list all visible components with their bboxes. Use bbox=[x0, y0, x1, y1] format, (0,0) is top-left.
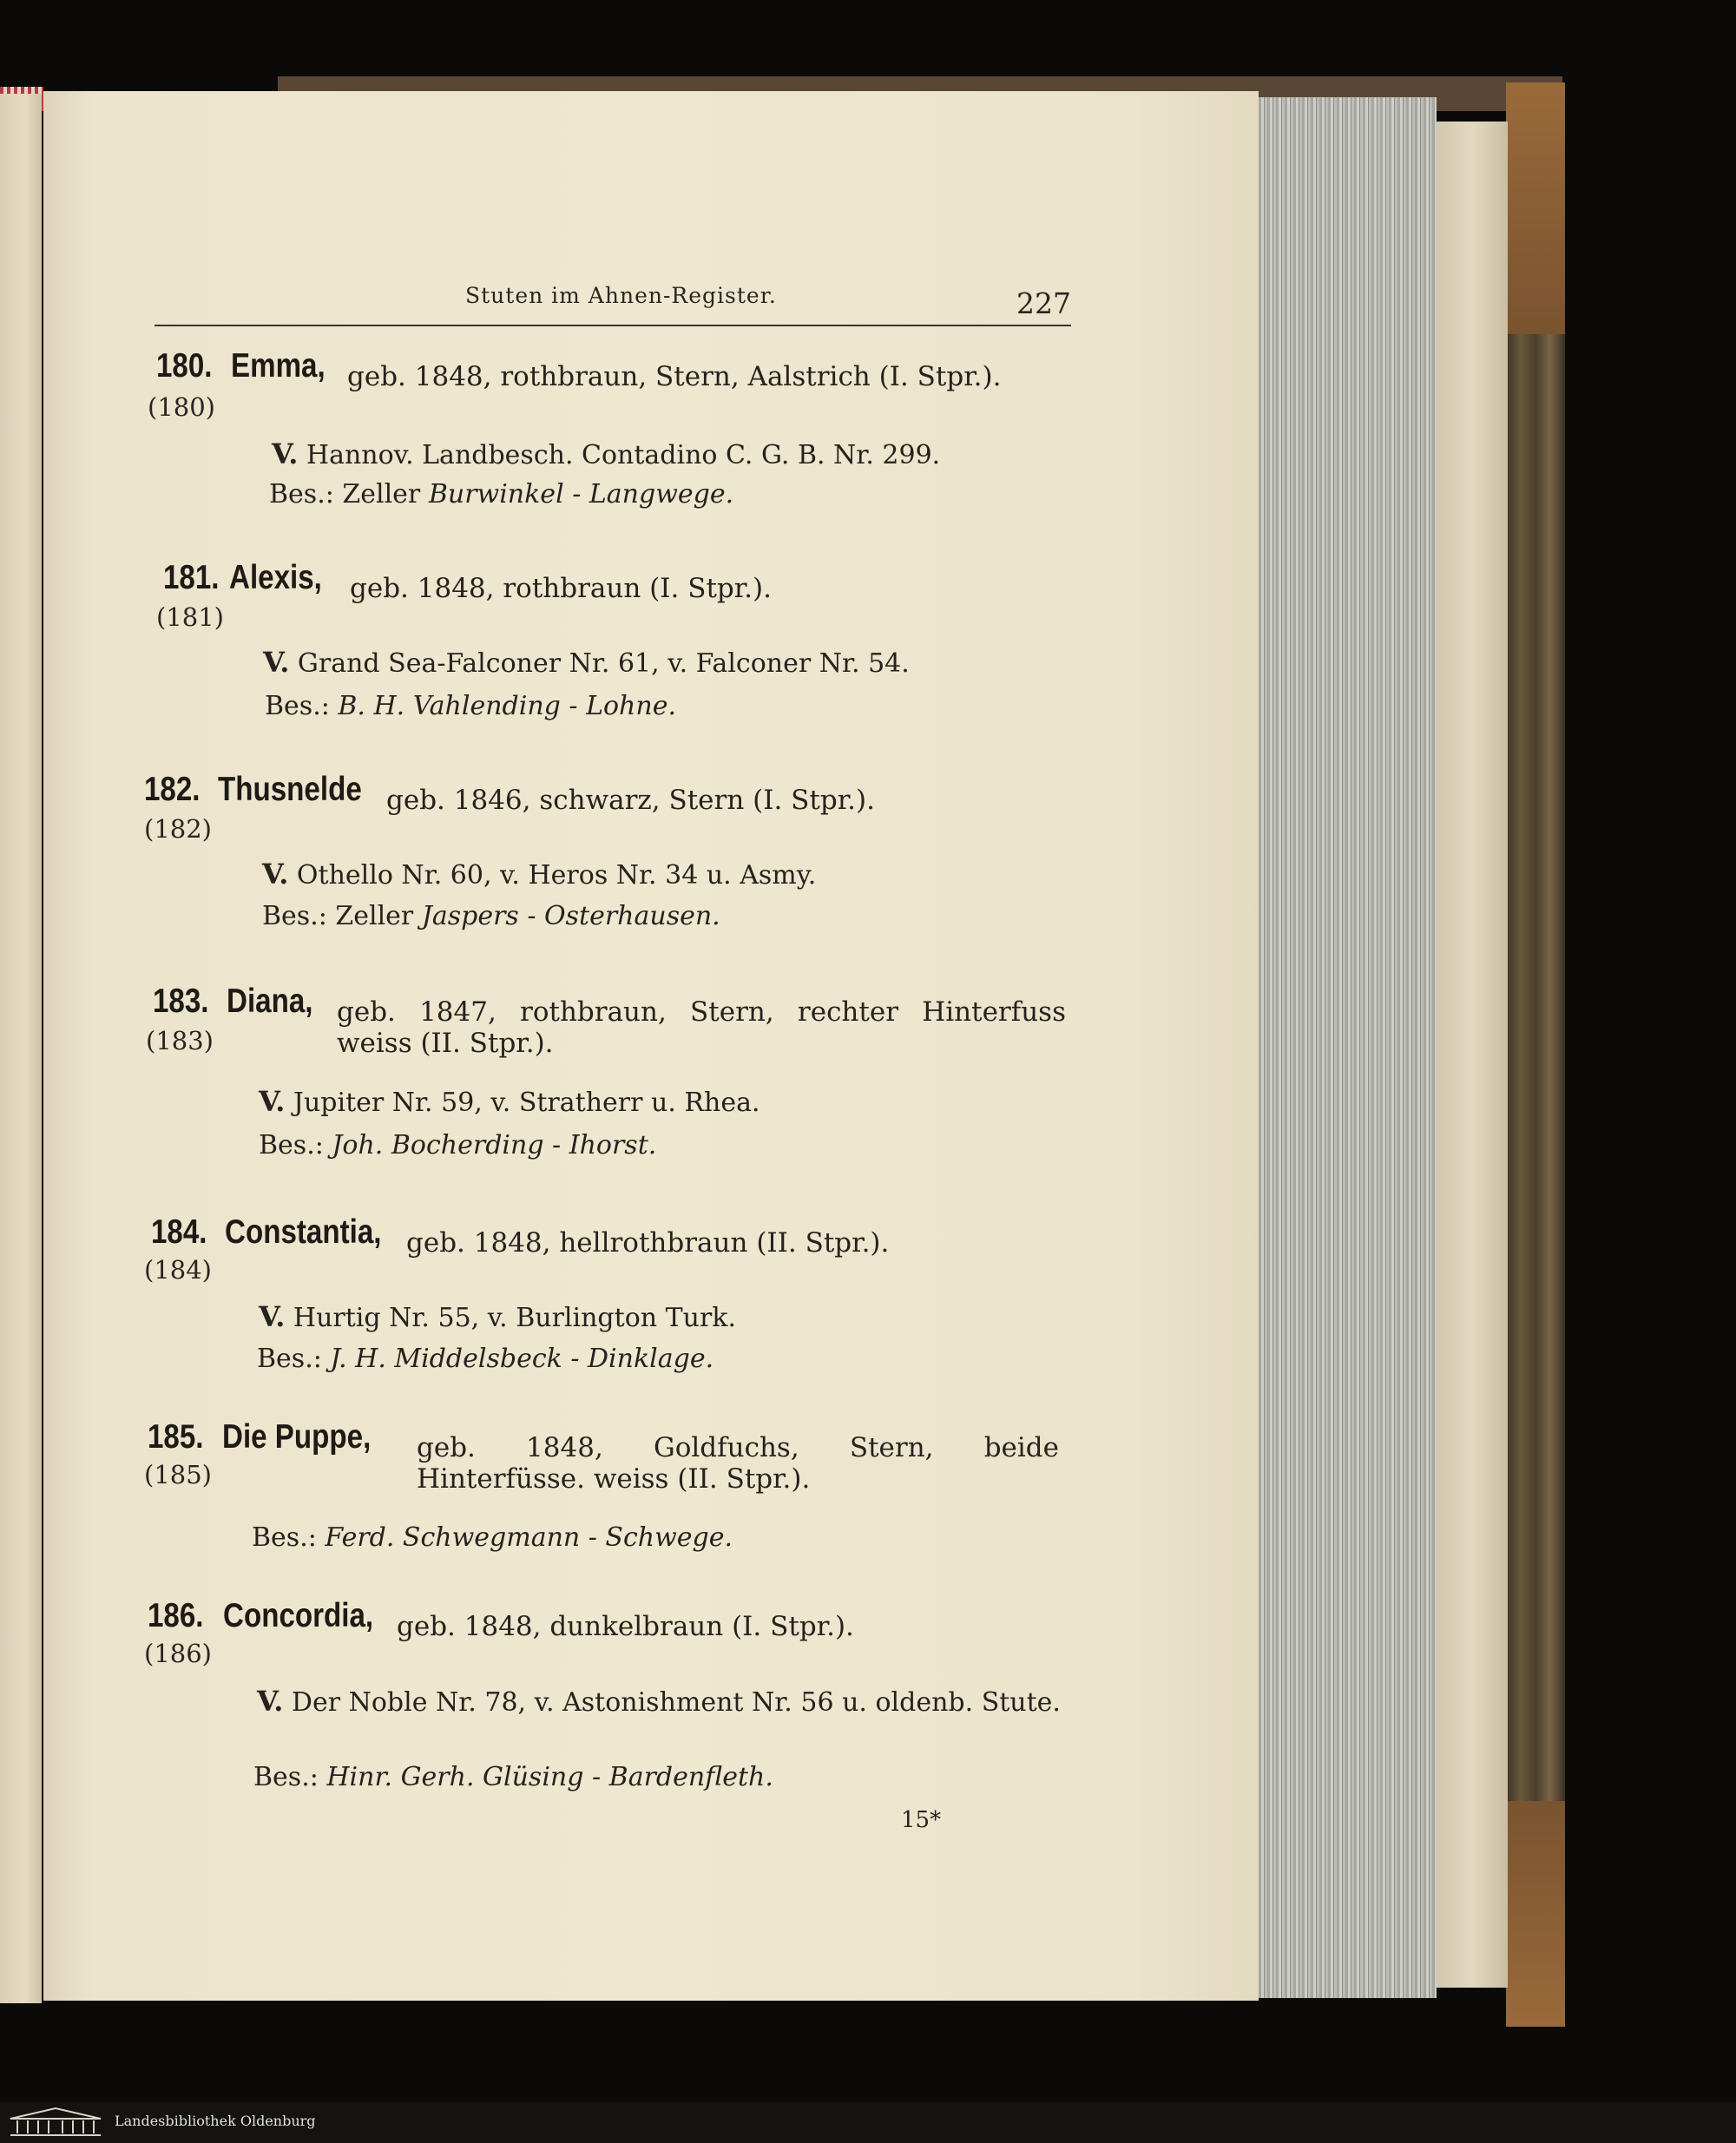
page-number: 227 bbox=[1016, 286, 1071, 320]
entry-number: 181. bbox=[163, 559, 220, 596]
owner-label: Bes.: bbox=[259, 1130, 324, 1160]
sire-line bbox=[263, 646, 910, 679]
horse-name: Constantia, bbox=[225, 1213, 382, 1251]
owner-label: Bes.: bbox=[253, 1762, 319, 1792]
horse-name: Concordia, bbox=[223, 1597, 374, 1634]
owner-label: Bes.: bbox=[257, 1344, 322, 1374]
owner-name: B. H. Vahlending - Lohne. bbox=[338, 691, 676, 721]
owner-line bbox=[252, 1522, 733, 1553]
entry-description: geb. 1848, Goldfuchs, Stern, beide Hinterfüsse. weiss (II. Stpr.). bbox=[417, 1432, 1059, 1495]
owner-prefix: Zeller bbox=[335, 901, 414, 931]
entry-reference: (183) bbox=[146, 1026, 214, 1055]
sire-marker: V. bbox=[257, 1685, 284, 1718]
sire-line bbox=[259, 1300, 736, 1333]
owner-name: Hinr. Gerh. Glüsing - Bardenfleth. bbox=[326, 1762, 773, 1792]
entry-number: 183. bbox=[153, 983, 209, 1020]
owner-line bbox=[262, 901, 720, 931]
horse-name: Diana, bbox=[227, 983, 313, 1020]
owner-name: Jaspers - Osterhausen. bbox=[421, 901, 720, 931]
horse-name: Die Puppe, bbox=[222, 1418, 372, 1456]
sire-text: Othello Nr. 60, v. Heros Nr. 34 u. Asmy. bbox=[296, 860, 817, 891]
sire-text: Grand Sea-Falconer Nr. 61, v. Falconer Nr. 54. bbox=[297, 648, 910, 679]
horse-name: Thusnelde bbox=[218, 771, 362, 808]
owner-label: Bes.: bbox=[262, 901, 327, 931]
sheet-signature: 15* bbox=[901, 1807, 942, 1833]
entry-reference: (182) bbox=[144, 814, 212, 844]
sire-marker: V. bbox=[262, 858, 289, 891]
footer-bar bbox=[0, 2102, 1736, 2143]
sire-line bbox=[272, 437, 940, 470]
owner-name: Joh. Bocherding - Ihorst. bbox=[332, 1130, 657, 1160]
sire-text: Der Noble Nr. 78, v. Astonishment Nr. 56 u. oldenb. Stute. bbox=[291, 1687, 1061, 1718]
library-name: Landesbibliothek Oldenburg bbox=[115, 2113, 316, 2129]
sire-marker: V. bbox=[259, 1300, 286, 1333]
owner-line bbox=[259, 1130, 656, 1160]
owner-label: Bes.: bbox=[265, 691, 330, 721]
owner-label: Bes.: bbox=[252, 1522, 317, 1553]
sire-marker: V. bbox=[259, 1085, 286, 1118]
owner-name: Ferd. Schwegmann - Schwege. bbox=[325, 1522, 733, 1553]
horse-name: Emma, bbox=[231, 347, 326, 385]
entry-reference: (186) bbox=[144, 1639, 212, 1668]
sire-marker: V. bbox=[272, 437, 299, 470]
sire-line bbox=[262, 858, 816, 891]
library-building-icon bbox=[7, 2107, 104, 2138]
page-block-edges bbox=[1250, 97, 1437, 1998]
running-head bbox=[155, 276, 1071, 326]
entry-description: geb. 1848, rothbraun (I. Stpr.). bbox=[350, 573, 772, 604]
sire-text: Jupiter Nr. 59, v. Stratherr u. Rhea. bbox=[293, 1088, 760, 1118]
horse-name: Alexis, bbox=[229, 559, 322, 596]
sire-text: Hurtig Nr. 55, v. Burlington Turk. bbox=[293, 1303, 736, 1333]
owner-line bbox=[265, 691, 676, 721]
entry-reference: (180) bbox=[148, 392, 215, 422]
entry-description: geb. 1846, schwarz, Stern (I. Stpr.). bbox=[386, 785, 875, 816]
entry-description: geb. 1848, hellrothbraun (II. Stpr.). bbox=[406, 1227, 890, 1259]
leather-corner-top bbox=[1506, 82, 1565, 334]
sire-marker: V. bbox=[263, 646, 290, 679]
entry-reference: (184) bbox=[144, 1255, 212, 1285]
owner-line bbox=[257, 1344, 713, 1374]
entry-reference: (185) bbox=[144, 1460, 212, 1489]
facing-page-edge bbox=[0, 94, 42, 2003]
sire-text: Hannov. Landbesch. Contadino C. G. B. Nr. 299. bbox=[306, 440, 941, 470]
owner-line bbox=[253, 1762, 773, 1792]
owner-name: J. H. Middelsbeck - Dinklage. bbox=[330, 1344, 714, 1374]
leather-corner-bottom bbox=[1506, 1801, 1565, 2027]
entry-number: 186. bbox=[148, 1597, 204, 1634]
entry-number: 180. bbox=[156, 347, 213, 385]
sire-line bbox=[259, 1085, 760, 1118]
sire-line bbox=[257, 1686, 1064, 1719]
entry-description: geb. 1848, dunkelbraun (I. Stpr.). bbox=[397, 1611, 854, 1642]
entry-number: 182. bbox=[144, 771, 201, 808]
entry-description: geb. 1848, rothbraun, Stern, Aalstrich (I. Stpr.). bbox=[347, 361, 1002, 392]
entry-number: 185. bbox=[148, 1418, 204, 1456]
entry-number: 184. bbox=[151, 1213, 207, 1251]
running-title: Stuten im Ahnen-Register. bbox=[465, 283, 777, 308]
entry-reference: (181) bbox=[156, 602, 224, 632]
owner-line bbox=[269, 479, 733, 509]
page-block-inner bbox=[1437, 122, 1508, 1988]
book-cover-edge bbox=[1506, 82, 1565, 2027]
entry-description: geb. 1847, rothbraun, Stern, rechter Hinterfuss weiss (II. Stpr.). bbox=[337, 996, 1066, 1059]
owner-prefix: Zeller bbox=[342, 479, 421, 509]
owner-label: Bes.: bbox=[269, 479, 334, 509]
owner-name: Burwinkel - Langwege. bbox=[428, 479, 734, 509]
